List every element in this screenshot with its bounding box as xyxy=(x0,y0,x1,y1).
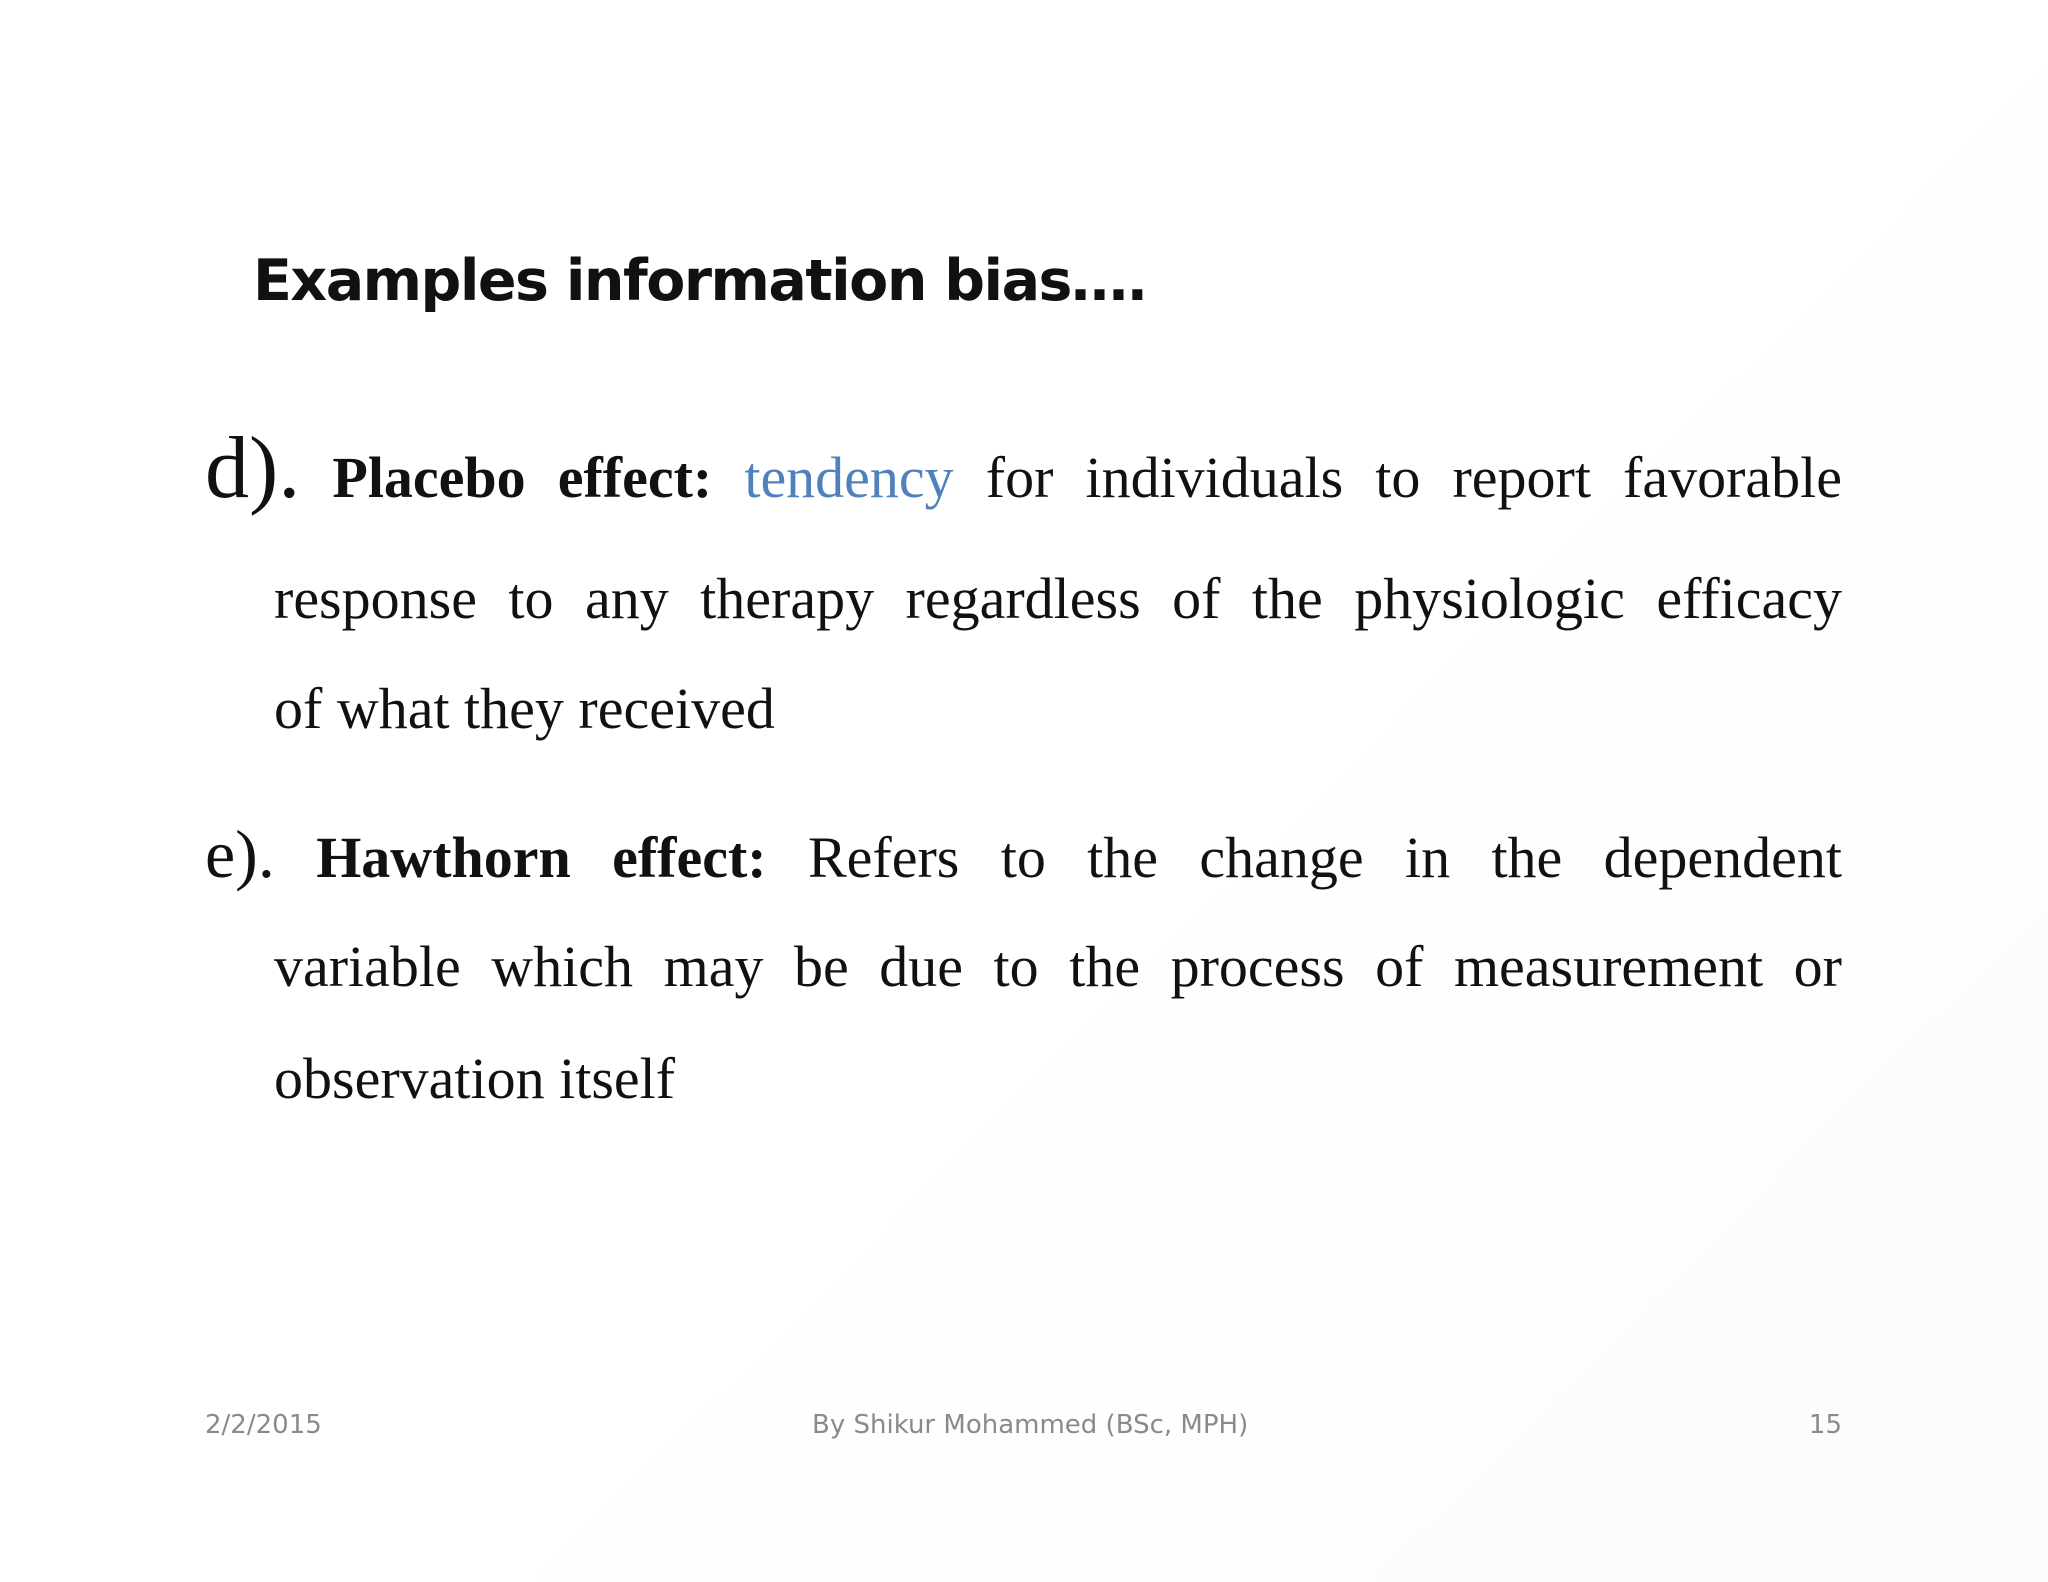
placebo-line-3 xyxy=(274,676,775,741)
hawthorn-term: Hawthorn effect: xyxy=(316,825,767,890)
placebo-term: Placebo effect: xyxy=(332,445,713,510)
hawthorn-line-2-text: variable which may be due to the process of measurement or xyxy=(274,934,1842,999)
hawthorn-line-3-text: observation itself xyxy=(274,1046,676,1111)
footer-date: 2/2/2015 xyxy=(205,1410,322,1440)
footer-author: By Shikur Mohammed (BSc, MPH) xyxy=(812,1410,1249,1440)
hawthorn-line-1-text: Refers to the change in the dependent xyxy=(807,825,1843,890)
placebo-line-1-text: for individuals to report favorable xyxy=(985,445,1843,510)
item-marker-d: d). xyxy=(205,420,301,517)
tendency-link-text: tendency xyxy=(744,445,954,510)
hawthorn-line-3 xyxy=(274,1046,676,1111)
placebo-line-2 xyxy=(274,566,1842,631)
item-marker-e: e). xyxy=(205,816,275,892)
slide-title: Examples information bias…. xyxy=(253,248,1147,314)
placebo-line-3-text: of what they received xyxy=(274,676,775,741)
footer-page-number: 15 xyxy=(1808,1410,1842,1440)
placebo-line-2-text: response to any therapy regardless of the physiologic efficacy xyxy=(274,566,1842,631)
hawthorn-line-2 xyxy=(274,934,1842,999)
placebo-line-1 xyxy=(205,420,1843,517)
hawthorn-line-1 xyxy=(205,816,1843,892)
